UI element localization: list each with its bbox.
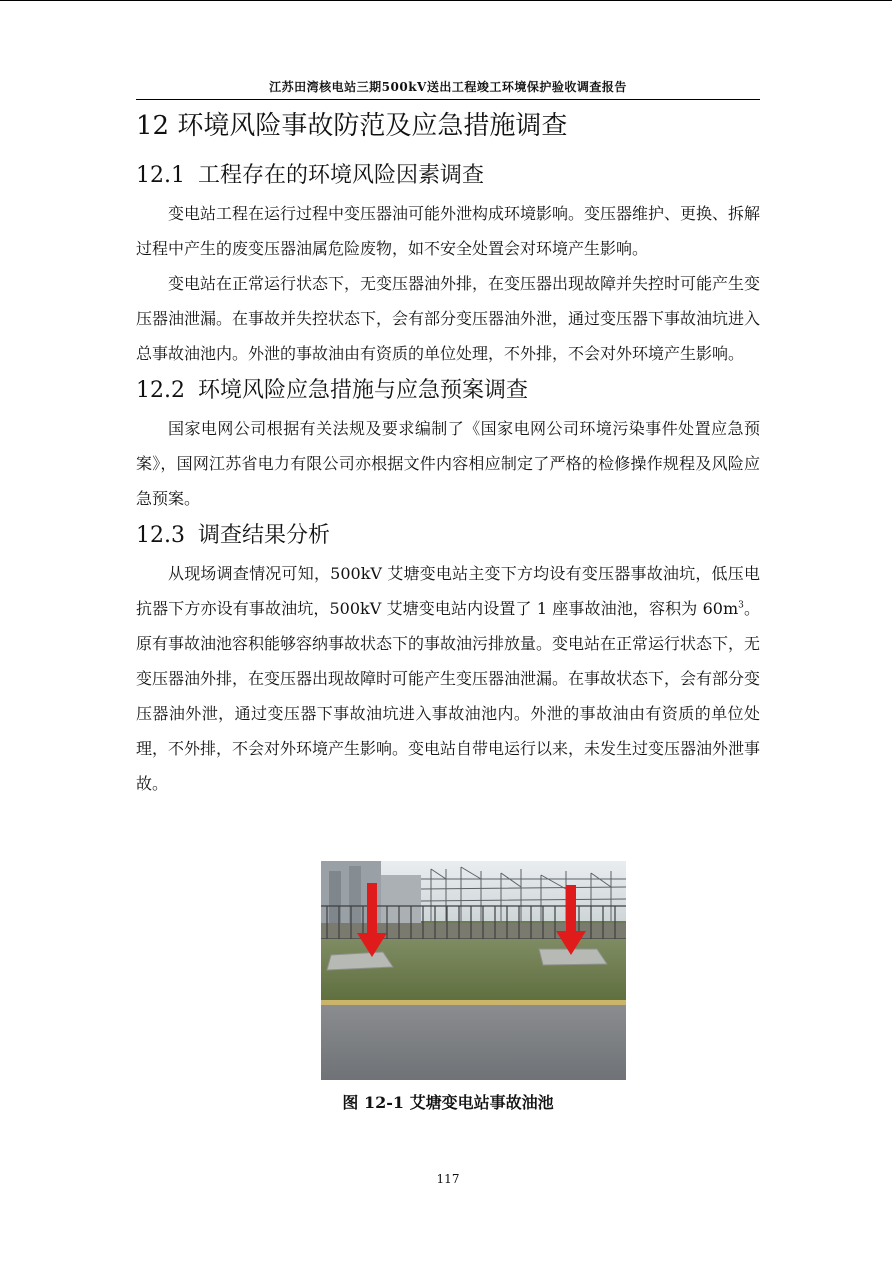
section-number: 12.1 xyxy=(136,163,185,188)
running-header: 江苏田湾核电站三期500kV送出工程竣工环境保护验收调查报告 xyxy=(269,80,627,94)
substation-oil-pit-photo xyxy=(321,861,626,1080)
chapter-title: 12 环境风险事故防范及应急措施调查 xyxy=(136,111,568,141)
paragraph: 变电站工程在运行过程中变压器油可能外泄构成环境影响。变压器维护、更换、拆解过程中产生的废变压器油属危险废物，如不安全处置会对环境产生影响。 xyxy=(136,204,761,258)
section-number: 12.2 xyxy=(136,378,185,403)
paragraph xyxy=(136,556,760,801)
paragraph-text: 。原有事故油池容积能够容纳事故状态下的事故油污排放量。变电站在正常运行状态下，无变压器油外排，在变压器出现故障时可能产生变压器油泄漏。在事故状态下，会有部分变压器油外泄，通过变压器下事故油坑进入事故油池内。外泄的事故油由有资质的单位处理，不外排，不会对外环境产生影响。变电站自带电运行以来，未发生过变压器油外泄事故。 xyxy=(136,599,761,793)
section-heading-12-1 xyxy=(136,156,760,196)
header-rule xyxy=(136,99,760,100)
figure-caption: 图 12-1 艾塘变电站事故油池 xyxy=(342,1093,554,1112)
paragraph-text: 从现场调查情况可知，500kV 艾塘变电站主变下方均设有变压器事故油坑，低压电抗器下方亦设有事故油坑，500kV 艾塘变电站内设置了 1 座事故油池，容积为 60m xyxy=(136,564,760,618)
superscript: 3 xyxy=(738,600,744,611)
paragraph: 国家电网公司根据有关法规及要求编制了《国家电网公司环境污染事件处置应急预案》，国网江苏省电力有限公司亦根据文件内容相应制定了严格的检修操作规程及风险应急预案。 xyxy=(136,419,760,508)
page-body xyxy=(136,104,760,801)
section-title: 环境风险应急措施与应急预案调查 xyxy=(198,378,529,403)
section-title: 调查结果分析 xyxy=(198,523,331,548)
section-number: 12.3 xyxy=(136,523,185,548)
page-number: 117 xyxy=(436,1172,460,1186)
section-heading-12-3 xyxy=(136,516,760,556)
section-title: 工程存在的环境风险因素调查 xyxy=(198,163,485,188)
section-heading-12-2 xyxy=(136,371,760,411)
top-border xyxy=(0,0,892,1)
paragraph: 变电站在正常运行状态下，无变压器油外排，在变压器出现故障并失控时可能产生变压器油泄漏。在事故并失控状态下，会有部分变压器油外泄，通过变压器下事故油坑进入总事故油池内。外泄的事故油由有资质的单位处理，不外排，不会对外环境产生影响。 xyxy=(136,274,761,363)
